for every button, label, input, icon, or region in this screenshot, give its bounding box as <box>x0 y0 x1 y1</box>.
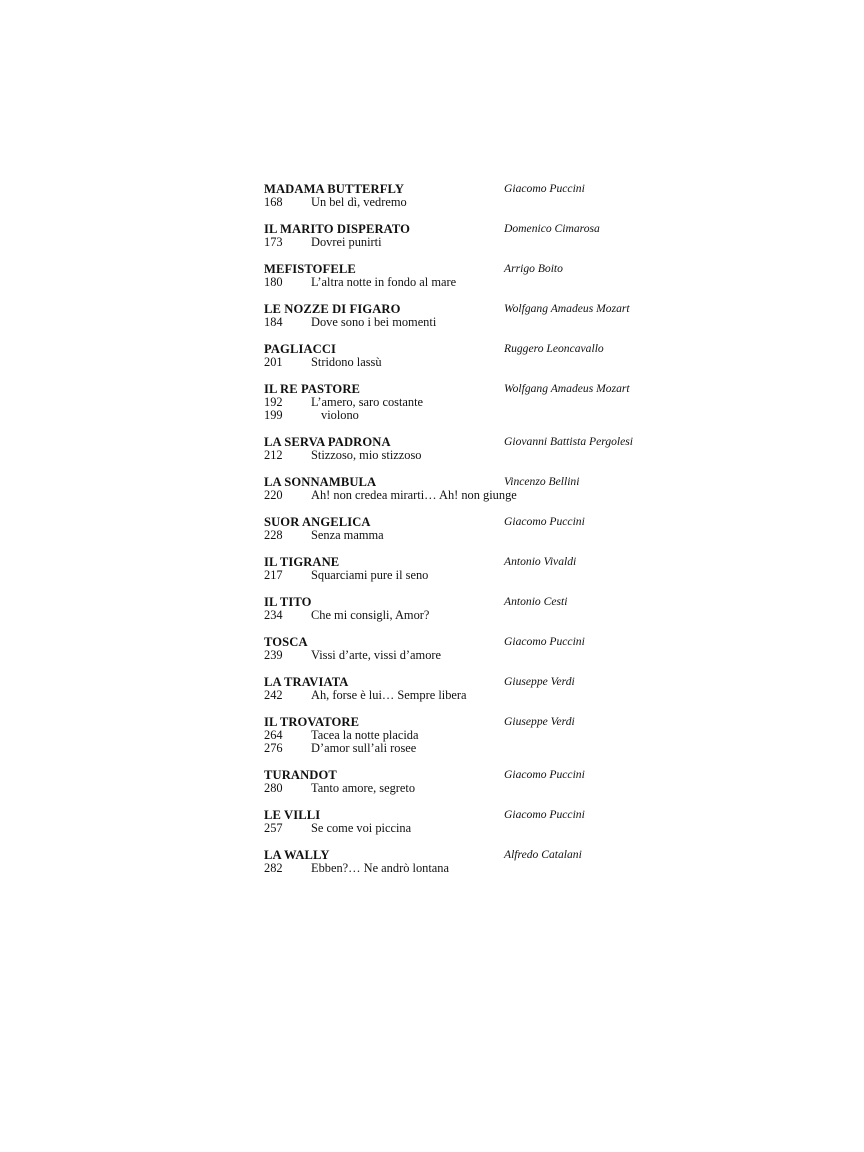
aria-title: Vissi d’arte, vissi d’amore <box>311 648 442 662</box>
composer-name: Giuseppe Verdi <box>504 675 575 688</box>
opera-title: IL TIGRANE <box>264 555 340 569</box>
opera-title: PAGLIACCI <box>264 342 337 356</box>
aria-title: Stizzoso, mio stizzoso <box>311 448 422 462</box>
toc-entry <box>264 382 684 422</box>
aria-row <box>264 742 684 755</box>
entry-heading <box>264 302 684 316</box>
entry-heading <box>264 515 684 529</box>
page-number: 257 <box>264 821 283 835</box>
composer-name: Ruggero Leoncavallo <box>504 342 604 355</box>
page-number: 220 <box>264 488 283 502</box>
aria-title: Senza mamma <box>311 528 384 542</box>
aria-title: Se come voi piccina <box>311 821 412 835</box>
toc-entry <box>264 715 684 755</box>
entry-heading <box>264 342 684 356</box>
opera-title: LE NOZZE DI FIGARO <box>264 302 401 316</box>
page-number: 217 <box>264 568 283 582</box>
opera-title: TURANDOT <box>264 768 337 782</box>
aria-row <box>264 276 684 289</box>
toc-entry <box>264 262 684 289</box>
page-number: 276 <box>264 741 283 755</box>
composer-name: Giuseppe Verdi <box>504 715 575 728</box>
entry-heading <box>264 848 684 862</box>
entry-heading <box>264 595 684 609</box>
composer-name: Domenico Cimarosa <box>504 222 600 235</box>
aria-title: Ah! non credea mirarti… Ah! non giunge <box>311 488 517 502</box>
page-number: 192 <box>264 395 283 409</box>
page-number: 264 <box>264 728 283 742</box>
composer-name: Giovanni Battista Pergolesi <box>504 435 634 448</box>
page-number: 282 <box>264 861 283 875</box>
aria-title: Ebben?… Ne andrò lontana <box>311 861 449 875</box>
opera-title: LA TRAVIATA <box>264 675 349 689</box>
opera-title: MADAMA BUTTERFLY <box>264 182 405 196</box>
aria-title: Tanto amore, segreto <box>311 781 416 795</box>
aria-row <box>264 196 684 209</box>
page-number: 242 <box>264 688 283 702</box>
page-number: 234 <box>264 608 283 622</box>
composer-name: Arrigo Boito <box>504 262 563 275</box>
aria-row <box>264 689 684 702</box>
composer-name: Giacomo Puccini <box>504 768 585 781</box>
composer-name: Giacomo Puccini <box>504 515 585 528</box>
page-number: 173 <box>264 235 283 249</box>
toc-entry <box>264 475 684 502</box>
aria-title: Dovrei punirti <box>311 235 382 249</box>
opera-title: LA SERVA PADRONA <box>264 435 391 449</box>
aria-title: Un bel dì, vedremo <box>311 195 407 209</box>
aria-title: Che mi consigli, Amor? <box>311 608 430 622</box>
entry-heading <box>264 382 684 396</box>
opera-title: MEFISTOFELE <box>264 262 356 276</box>
page-number: 280 <box>264 781 283 795</box>
aria-row <box>264 569 684 582</box>
toc-entry <box>264 768 684 795</box>
entry-heading <box>264 435 684 449</box>
page-number: 239 <box>264 648 283 662</box>
toc-entry <box>264 555 684 582</box>
aria-title: D’amor sull’ali rosee <box>311 741 417 755</box>
opera-title: IL TROVATORE <box>264 715 360 729</box>
aria-row <box>264 409 684 422</box>
entry-heading <box>264 675 684 689</box>
entry-heading <box>264 715 684 729</box>
page-number: 180 <box>264 275 283 289</box>
opera-title: LA SONNAMBULA <box>264 475 377 489</box>
toc-entry <box>264 635 684 662</box>
aria-title: L’altra notte in fondo al mare <box>311 275 457 289</box>
aria-row <box>264 529 684 542</box>
page-number: 201 <box>264 355 283 369</box>
composer-name: Antonio Cesti <box>504 595 568 608</box>
toc-entry <box>264 808 684 835</box>
toc-entry <box>264 595 684 622</box>
aria-title: L’amero, saro costante <box>311 395 424 409</box>
entry-heading <box>264 475 684 489</box>
entry-heading <box>264 182 684 196</box>
opera-title: IL MARITO DISPERATO <box>264 222 411 236</box>
toc-entry <box>264 848 684 875</box>
toc-entry <box>264 515 684 542</box>
page-number: 212 <box>264 448 283 462</box>
toc-entry <box>264 342 684 369</box>
composer-name: Giacomo Puccini <box>504 808 585 821</box>
page-number: 168 <box>264 195 283 209</box>
entry-heading <box>264 222 684 236</box>
composer-name: Wolfgang Amadeus Mozart <box>504 302 630 315</box>
toc-entry <box>264 302 684 329</box>
entry-heading <box>264 808 684 822</box>
composer-name: Antonio Vivaldi <box>504 555 577 568</box>
composer-name: Giacomo Puccini <box>504 635 585 648</box>
entry-heading <box>264 262 684 276</box>
aria-row <box>264 649 684 662</box>
aria-row <box>264 862 684 875</box>
toc-entry <box>264 222 684 249</box>
aria-row <box>264 822 684 835</box>
opera-title: LE VILLI <box>264 808 321 822</box>
aria-title: Dove sono i bei momenti <box>311 315 437 329</box>
composer-name: Giacomo Puccini <box>504 182 585 195</box>
composer-name: Wolfgang Amadeus Mozart <box>504 382 630 395</box>
toc-entry <box>264 182 684 209</box>
aria-title: violono <box>321 408 359 422</box>
entry-heading <box>264 635 684 649</box>
aria-title: Tacea la notte placida <box>311 728 419 742</box>
aria-row <box>264 782 684 795</box>
aria-row <box>264 449 684 462</box>
page-number: 184 <box>264 315 283 329</box>
aria-row <box>264 316 684 329</box>
aria-title: Ah, forse è lui… Sempre libera <box>311 688 467 702</box>
opera-title: IL RE PASTORE <box>264 382 361 396</box>
table-of-contents <box>264 182 684 888</box>
toc-entry <box>264 435 684 462</box>
entry-heading <box>264 555 684 569</box>
page-number: 228 <box>264 528 283 542</box>
aria-title: Stridono lassù <box>311 355 382 369</box>
aria-row <box>264 489 684 502</box>
opera-title: TOSCA <box>264 635 308 649</box>
aria-row <box>264 356 684 369</box>
composer-name: Vincenzo Bellini <box>504 475 580 488</box>
aria-row <box>264 236 684 249</box>
opera-title: IL TITO <box>264 595 312 609</box>
composer-name: Alfredo Catalani <box>504 848 582 861</box>
aria-title: Squarciami pure il seno <box>311 568 429 582</box>
aria-row <box>264 609 684 622</box>
toc-entry <box>264 675 684 702</box>
opera-title: SUOR ANGELICA <box>264 515 371 529</box>
entry-heading <box>264 768 684 782</box>
opera-title: LA WALLY <box>264 848 330 862</box>
page-number: 199 <box>264 408 283 422</box>
